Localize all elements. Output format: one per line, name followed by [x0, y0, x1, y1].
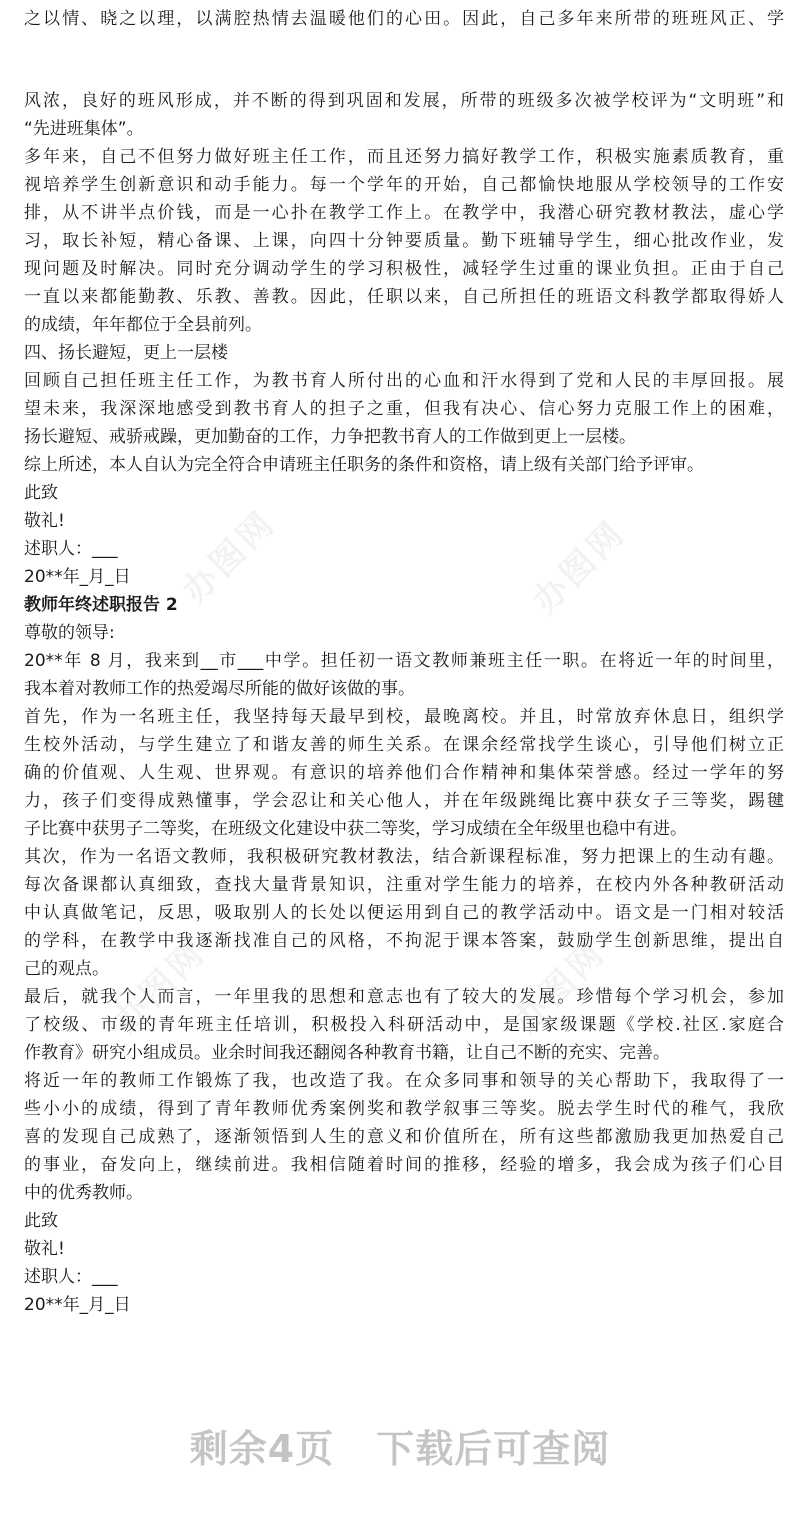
paragraph-line: 望未来，我深深地感受到教书育人的担子之重，但我有决心、信心努力克服工作上的困难， [24, 399, 784, 419]
paragraph-line: 20**年 8 月，我来到__市___中学。担任初一语文教师兼班主任一职。在将近一年的时间里， [24, 651, 784, 671]
closing-line: 此致 [24, 1211, 58, 1231]
paragraph-line: 中认真做笔记，反思，吸取别人的长处以便运用到自己的教学活动中。语文是一门相对较活 [24, 903, 784, 923]
signature-line: 述职人：___ [24, 539, 118, 559]
closing-line: 敬礼! [24, 1239, 65, 1259]
report-title: 教师年终述职报告 2 [24, 595, 178, 615]
watermark: 办图网 [105, 932, 214, 1042]
paragraph-line: 最后，就我个人而言，一年里我的思想和意志也有了较大的发展。珍惜每个学习机会，参加 [24, 987, 784, 1007]
watermark: 办图网 [175, 502, 284, 612]
watermark: 办图网 [525, 512, 634, 622]
closing-line: 此致 [24, 483, 58, 503]
salutation: 尊敬的领导: [24, 623, 115, 643]
signature-line: 述职人：___ [24, 1267, 118, 1287]
paragraph-line: 首先，作为一名班主任，我坚持每天最早到校，最晚离校。并且，时常放弃休息日，组织学 [24, 707, 784, 727]
paragraph-line: 子比赛中获男子二等奖，在班级文化建设中获二等奖，学习成绩在全年级里也稳中有进。 [24, 819, 687, 839]
paragraph-line: 回顾自己担任班主任工作，为教书育人所付出的心血和汗水得到了党和人民的丰厚回报。展 [24, 371, 784, 391]
paragraph-line: 些小小的成绩，得到了青年教师优秀案例奖和教学叙事三等奖。脱去学生时代的稚气，我欣 [24, 1099, 784, 1119]
paragraph-line: 将近一年的教师工作锻炼了我，也改造了我。在众多同事和领导的关心帮助下，我取得了一 [24, 1071, 784, 1091]
paragraph-line: 综上所述，本人自认为完全符合申请班主任职务的条件和资格，请上级有关部门给予评审。 [24, 455, 704, 475]
section-heading: 四、扬长避短，更上一层楼 [24, 343, 228, 363]
paragraph-line: 确的价值观、人生观、世界观。有意识的培养他们合作精神和集体荣誉感。经过一学年的努 [24, 763, 784, 783]
paragraph-line: 现问题及时解决。同时充分调动学生的学习积极性，减轻学生过重的课业负担。正由于自己 [24, 259, 784, 279]
paragraph-line: 我本着对教师工作的热爱竭尽所能的做好该做的事。 [24, 679, 415, 699]
paragraph-line: 己的观点。 [24, 959, 109, 979]
paragraph-line: 多年来，自己不但努力做好班主任工作，而且还努力搞好教学工作，积极实施素质教育，重 [24, 147, 784, 167]
paragraph-line: 其次，作为一名语文教师，我积极研究教材教法，结合新课程标准，努力把课上的生动有趣。 [24, 847, 784, 867]
download-prompt[interactable] [0, 1418, 800, 1473]
date-line: 20**年_月_日 [24, 567, 131, 587]
remaining-pages-text: 剩余4页 [189, 1427, 335, 1471]
paragraph-line: 作教育》研究小组成员。业余时间我还翻阅各种教育书籍，让自己不断的充实、完善。 [24, 1043, 670, 1063]
paragraph-line: 排，从不讲半点价钱，而是一心扑在教学工作上。在教学中，我潜心研究教材教法，虚心学 [24, 203, 784, 223]
paragraph-line: 视培养学生创新意识和动手能力。每一个学年的开始，自己都愉快地服从学校领导的工作安 [24, 175, 784, 195]
paragraph-line: 习，取长补短，精心备课、上课，向四十分钟要质量。勤下班辅导学生，细心批改作业，发 [24, 231, 784, 251]
paragraph-line: 的事业，奋发向上，继续前进。我相信随着时间的推移，经验的增多，我会成为孩子们心目 [24, 1155, 784, 1175]
paragraph-line: “先进班集体”。 [24, 119, 144, 139]
closing-line: 敬礼! [24, 511, 65, 531]
paragraph-line: 的成绩，年年都位于全县前列。 [24, 315, 262, 335]
paragraph-line: 扬长避短、戒骄戒躁，更加勤奋的工作，力争把教书育人的工作做到更上一层楼。 [24, 427, 636, 447]
download-to-view-text: 下载后可查阅 [376, 1427, 611, 1471]
paragraph-line: 一直以来都能勤教、乐教、善教。因此，任职以来，自己所担任的班语文科教学都取得娇人 [24, 287, 784, 307]
date-line: 20**年_月_日 [24, 1295, 131, 1315]
paragraph-line: 生校外活动，与学生建立了和谐友善的师生关系。在课余经常找学生谈心，引导他们树立正 [24, 735, 784, 755]
paragraph-line: 力，孩子们变得成熟懂事，学会忍让和关心他人，并在年级跳绳比赛中获女子三等奖，踢毽 [24, 791, 784, 811]
paragraph-line: 每次备课都认真细致，查找大量背景知识，注重对学生能力的培养，在校内外各种教研活动 [24, 875, 784, 895]
paragraph-line: 了校级、市级的青年班主任培训，积极投入科研活动中，是国家级课题《学校.社区.家庭合 [24, 1015, 784, 1035]
paragraph-line: 中的优秀教师。 [24, 1183, 143, 1203]
paragraph-line: 喜的发现自己成熟了，逐渐领悟到人生的意义和价值所在，所有这些都激励我更加热爱自己 [24, 1127, 784, 1147]
paragraph-line: 的学科，在教学中我逐渐找准自己的风格，不拘泥于课本答案，鼓励学生创新思维，提出自 [24, 931, 784, 951]
paragraph-line: 风浓，良好的班风形成，并不断的得到巩固和发展，所带的班级多次被学校评为“文明班”和 [24, 91, 784, 111]
watermark: 办图网 [505, 932, 614, 1042]
paragraph-line: 之以情、晓之以理，以满腔热情去温暖他们的心田。因此，自己多年来所带的班班风正、学 [24, 9, 784, 29]
